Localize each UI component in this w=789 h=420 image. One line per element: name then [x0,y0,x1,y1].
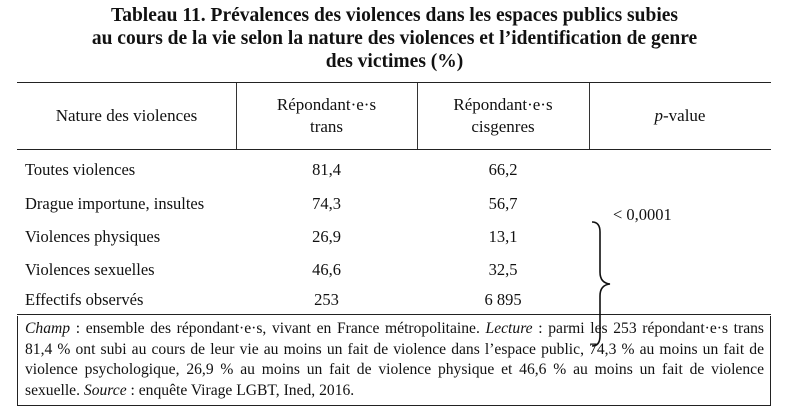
header-pvalue-label [655,105,706,127]
row-label: Violences physiques [25,227,161,246]
header-cis [417,83,589,149]
header-pvalue-rest: -value [663,106,706,125]
header-trans-line-2: trans [309,117,344,136]
row-cis-value: 6 895 [484,290,522,309]
note-lecture-text: : parmi les 253 répondant·e·s trans 81,4 % ont subi au cours de leur vie au moins un fait de violence dans l’espace public, 74,3 % au moins un fait de violence psychologique, 26,9 % au moins un fait de violence physique et 46,6 % au moins un fait de violence sexuelle. [25,320,764,399]
note-lecture-label: Lecture [485,320,533,337]
row-label: Drague importune, insultes [25,194,205,213]
row-cis-value: 56,7 [488,194,518,213]
row-trans-value: 74,3 [312,194,341,213]
pvalue: < 0,0001 [613,205,672,224]
note-champ-label: Champ [25,320,71,337]
header-trans-line-1: Répondant·e·s [276,95,377,114]
note-champ-text: : ensemble des répondant·e·s, vivant en France métropolitaine. [70,320,486,337]
title-line-1: Tableau 11. Prévalences des violences dans les espaces publics subies [111,5,678,26]
title-line-2: au cours de la vie selon la nature des violences et l’identification de genre [91,28,698,49]
row-cis-value: 13,1 [488,227,518,246]
header-cis-line-2: cisgenres [471,117,535,136]
header-pvalue [589,83,771,149]
header-trans [236,83,417,149]
header-cis-line-1: Répondant·e·s [453,95,553,114]
table-note [17,316,771,406]
note-source-label: Source [83,381,127,399]
header-pvalue-p: p [654,106,663,125]
row-cis-value: 32,5 [488,260,518,279]
row-label: Violences sexuelles [25,260,155,279]
row-trans-value: 26,9 [312,227,341,246]
note-source-text: : enquête Virage LGBT, Ined, 2016. [126,381,355,399]
row-cis-value: 66,2 [488,160,518,179]
title-line-3: des victimes (%) [325,51,464,72]
table-body [17,150,771,314]
header-nature [17,83,236,149]
row-label: Toutes violences [25,160,136,179]
row-trans-value: 81,4 [312,160,341,179]
data-table [17,82,771,315]
row-trans-value: 46,6 [312,260,341,279]
header-nature-label: Nature des violences [55,106,198,125]
row-label: Effectifs observés [25,290,144,309]
row-trans-value: 253 [314,290,339,309]
table-title [0,4,789,73]
table-header-row [17,83,771,150]
